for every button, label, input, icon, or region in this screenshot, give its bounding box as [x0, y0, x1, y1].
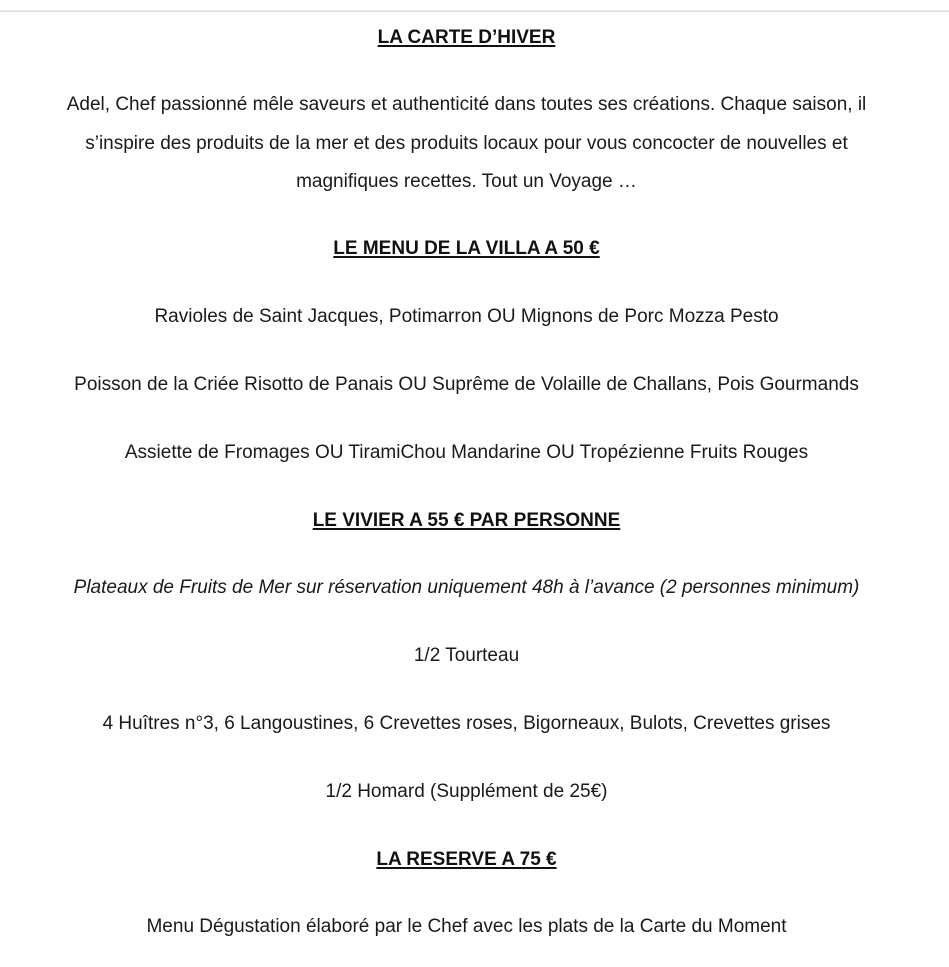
menu-villa-item-dessert: Assiette de Fromages OU TiramiChou Mandarine OU Tropézienne Fruits Rouges: [124, 442, 809, 463]
vivier-heading: LE VIVIER A 55 € PAR PERSONNE: [312, 510, 621, 531]
menu-villa-item-main: Poisson de la Criée Risotto de Panais OU Suprême de Volaille de Challans, Pois Gourmands: [74, 374, 859, 395]
intro-paragraph: [0, 86, 933, 202]
intro-line-3: magnifiques recettes. Tout un Voyage …: [296, 171, 637, 192]
reserve-description: Menu Dégustation élaboré par le Chef avec les plats de la Carte du Moment: [146, 916, 787, 937]
menu-villa-heading: LE MENU DE LA VILLA A 50 €: [333, 238, 600, 259]
vivier-reservation-note: Plateaux de Fruits de Mer sur réservation uniquement 48h à l’avance (2 personnes minimum): [73, 577, 860, 598]
reserve-heading: LA RESERVE A 75 €: [376, 849, 557, 870]
vivier-item-tourteau: 1/2 Tourteau: [413, 645, 520, 666]
menu-villa-item-starter: Ravioles de Saint Jacques, Potimarron OU Mignons de Porc Mozza Pesto: [154, 306, 779, 327]
vivier-item-homard: 1/2 Homard (Supplément de 25€): [325, 781, 608, 802]
vivier-item-seafood: 4 Huîtres n°3, 6 Langoustines, 6 Crevettes roses, Bigorneaux, Bulots, Crevettes grises: [102, 713, 831, 734]
intro-line-2: s’inspire des produits de la mer et des produits locaux pour vous concocter de nouvelles et: [85, 132, 848, 154]
intro-line-1: Adel, Chef passionné mêle saveurs et authenticité dans toutes ses créations. Chaque saison, il: [66, 94, 867, 115]
top-divider: [0, 10, 949, 12]
page-title: LA CARTE D’HIVER: [377, 27, 556, 48]
